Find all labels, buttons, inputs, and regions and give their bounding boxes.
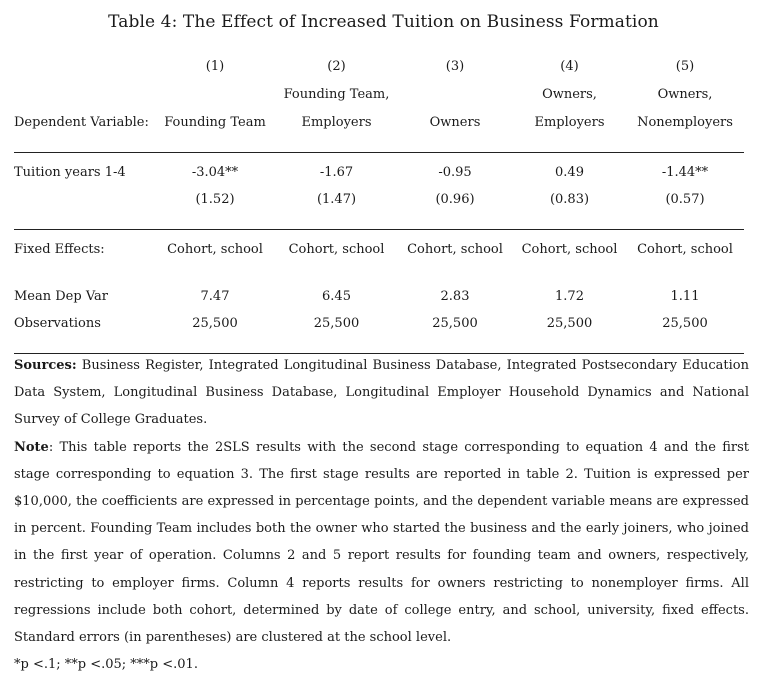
col-number-2: (2): [327, 58, 346, 74]
tuition-se-row: [14, 186, 744, 213]
col-number-5: (5): [675, 58, 695, 74]
tuition-se-1: (1.52): [195, 192, 235, 207]
fixed-effects-1: Cohort, school: [167, 242, 263, 257]
observations-5: 25,500: [662, 316, 708, 331]
mean-dep-var-1: 7.47: [200, 289, 230, 304]
fixed-effects-row: [14, 236, 744, 263]
note-label: Note: [14, 439, 49, 455]
table-title: Table 4: The Effect of Increased Tuition on Business Formation: [108, 12, 659, 32]
sources-text: Business Register, Integrated Longitudinal Business Database, Integrated Postsecondary Education Data System, Longitudinal Business Database, Longitudinal Employer Household Dynamics and National Survey of College Graduates.: [14, 358, 750, 428]
tuition-coef-2: -1.67: [319, 165, 354, 180]
mean-dep-var-5: 1.11: [670, 289, 700, 304]
tuition-coef-4: 0.49: [555, 165, 584, 180]
mean-dep-var-2: 6.45: [322, 289, 351, 304]
fixed-effects-3: Cohort, school: [407, 242, 503, 257]
mean-dep-var-4: 1.72: [555, 289, 584, 304]
tuition-se-4: (0.83): [549, 192, 590, 207]
table-notes: [14, 352, 749, 678]
header1-col-4: Owners,: [542, 86, 597, 102]
fixed-effects-label: Fixed Effects:: [14, 242, 105, 257]
tuition-se-3: (0.96): [435, 192, 475, 207]
header1-col-5: Owners,: [657, 86, 713, 102]
tuition-coef-row: [14, 159, 744, 186]
tuition-coef-5: -1.44**: [661, 165, 709, 180]
sources-label: Sources:: [14, 358, 77, 373]
observations-3: 25,500: [432, 316, 478, 331]
note-paragraph: [14, 434, 749, 652]
column-number-row: [14, 52, 744, 80]
sources-paragraph: [14, 352, 749, 434]
header2-col-2: Employers: [301, 114, 372, 130]
header1-col-2: Founding Team,: [283, 86, 390, 102]
tuition-se-5: (0.57): [665, 192, 705, 207]
fixed-effects-2: Cohort, school: [288, 242, 385, 257]
observations-2: 25,500: [313, 316, 360, 331]
mean-dep-var-label: Mean Dep Var: [14, 289, 108, 304]
tuition-coef-1: -3.04**: [191, 165, 239, 180]
observations-row: [14, 310, 744, 337]
tuition-se-2: (1.47): [316, 192, 357, 207]
header1-col-3: [397, 80, 513, 108]
fixed-effects-5: Cohort, school: [637, 242, 733, 257]
header2-col-5: Nonemployers: [637, 114, 733, 130]
observations-label: Observations: [14, 316, 101, 331]
header1-col-1: [154, 80, 276, 108]
header2-col-1: Founding Team: [164, 114, 266, 130]
col-number-3: (3): [445, 58, 465, 74]
tuition-label: Tuition years 1-4: [14, 165, 126, 180]
note-text: : This table reports the 2SLS results with the second stage corresponding to equation 4 and the first stage corresponding to equation 3. The first stage results are reported in table 2. Tuition is expressed per $10,000, the coefficients are expressed in percentage points, and the dependent variable means are expressed in percent. Founding Team includes both the owner who started the business and the early joiners, who joined in the first year of operation. Columns 2 and 5 report results for founding team and owners, respectively, restricting to employer firms. Column 4 reports results for owners restricting to nonemployer firms. All regressions include both cohort, determined by date of college entry, and school, university, fixed effects. Standard errors (in parentheses) are clustered at the school level.: [14, 439, 749, 646]
header-row-1: [14, 80, 744, 108]
col-number-4: (4): [560, 58, 579, 74]
header2-col-4: Employers: [534, 114, 605, 130]
col-number-1: (1): [205, 58, 225, 74]
fixed-effects-4: Cohort, school: [521, 242, 618, 257]
mean-dep-var-3: 2.83: [440, 289, 470, 304]
observations-1: 25,500: [192, 316, 238, 331]
observations-4: 25,500: [546, 316, 593, 331]
significance-legend: *p <.1; **p <.05; ***p <.01.: [14, 657, 198, 673]
header-row-2: [14, 108, 744, 136]
mean-dep-var-row: [14, 283, 744, 310]
tuition-coef-3: -0.95: [438, 165, 472, 180]
dependent-variable-label: Dependent Variable:: [14, 114, 149, 130]
header2-col-3: Owners: [429, 114, 481, 130]
results-table: [14, 52, 744, 354]
